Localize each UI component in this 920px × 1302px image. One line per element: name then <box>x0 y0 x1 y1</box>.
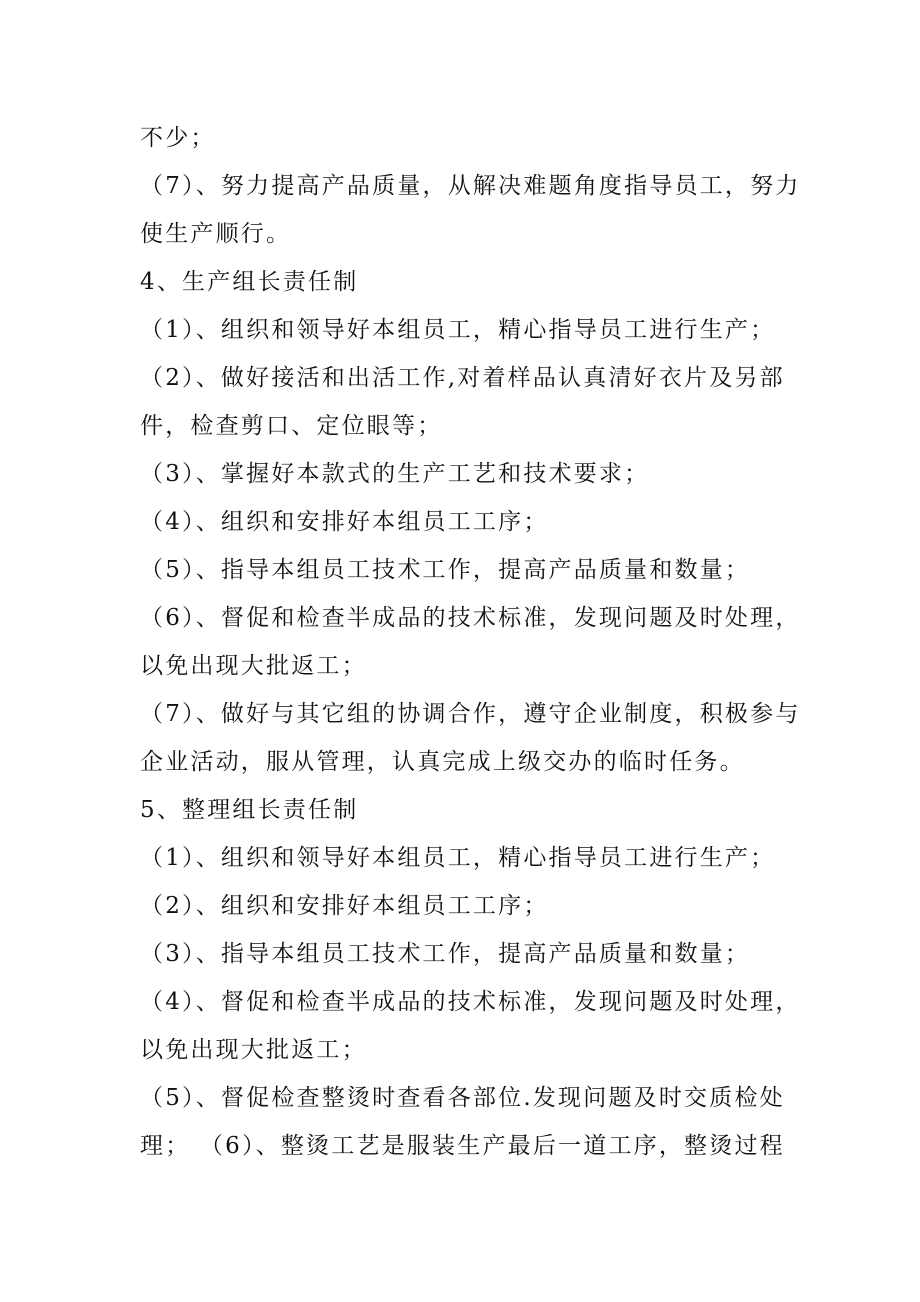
list-item: （2）、组织和安排好本组员工工序； <box>140 893 549 919</box>
list-item: （4）、督促和检查半成品的技术标准，发现问题及时处理， <box>140 989 801 1015</box>
list-item: （7）、做好与其它组的协调合作，遵守企业制度，积极参与 <box>140 701 801 727</box>
section-heading: 5、整理组长责任制 <box>140 797 359 823</box>
list-item: （3）、掌握好本款式的生产工艺和技术要求； <box>140 461 650 487</box>
text-line: 以免出现大批返工； <box>140 653 367 679</box>
text-line: 理； （6）、整烫工艺是服装生产最后一道工序，整烫过程 <box>140 1133 785 1159</box>
text-line: 件，检查剪口、定位眼等； <box>140 413 443 439</box>
document-body <box>140 114 800 1170</box>
text-line: 以免出现大批返工； <box>140 1037 367 1063</box>
list-item: （5）、督促检查整烫时查看各部位.发现问题及时交质检处 <box>140 1085 785 1111</box>
text-line: 使生产顺行。 <box>140 221 292 247</box>
list-item: （3）、指导本组员工技术工作，提高产品质量和数量； <box>140 941 751 967</box>
text-line: 不少； <box>140 125 216 151</box>
list-item: （2）、做好接活和出活工作,对着样品认真清好衣片及另部 <box>140 365 785 391</box>
list-item: （1）、组织和领导好本组员工，精心指导员工进行生产； <box>140 317 776 343</box>
list-item: （4）、组织和安排好本组员工工序； <box>140 509 549 535</box>
list-item: （6）、督促和检查半成品的技术标准，发现问题及时处理， <box>140 605 801 631</box>
text-line: 企业活动，服从管理，认真完成上级交办的临时任务。 <box>140 749 745 775</box>
section-heading: 4、生产组长责任制 <box>140 269 359 295</box>
list-item: （1）、组织和领导好本组员工，精心指导员工进行生产； <box>140 845 776 871</box>
list-item: （5）、指导本组员工技术工作，提高产品质量和数量； <box>140 557 751 583</box>
list-item: （7）、努力提高产品质量，从解决难题角度指导员工，努力 <box>140 173 801 199</box>
